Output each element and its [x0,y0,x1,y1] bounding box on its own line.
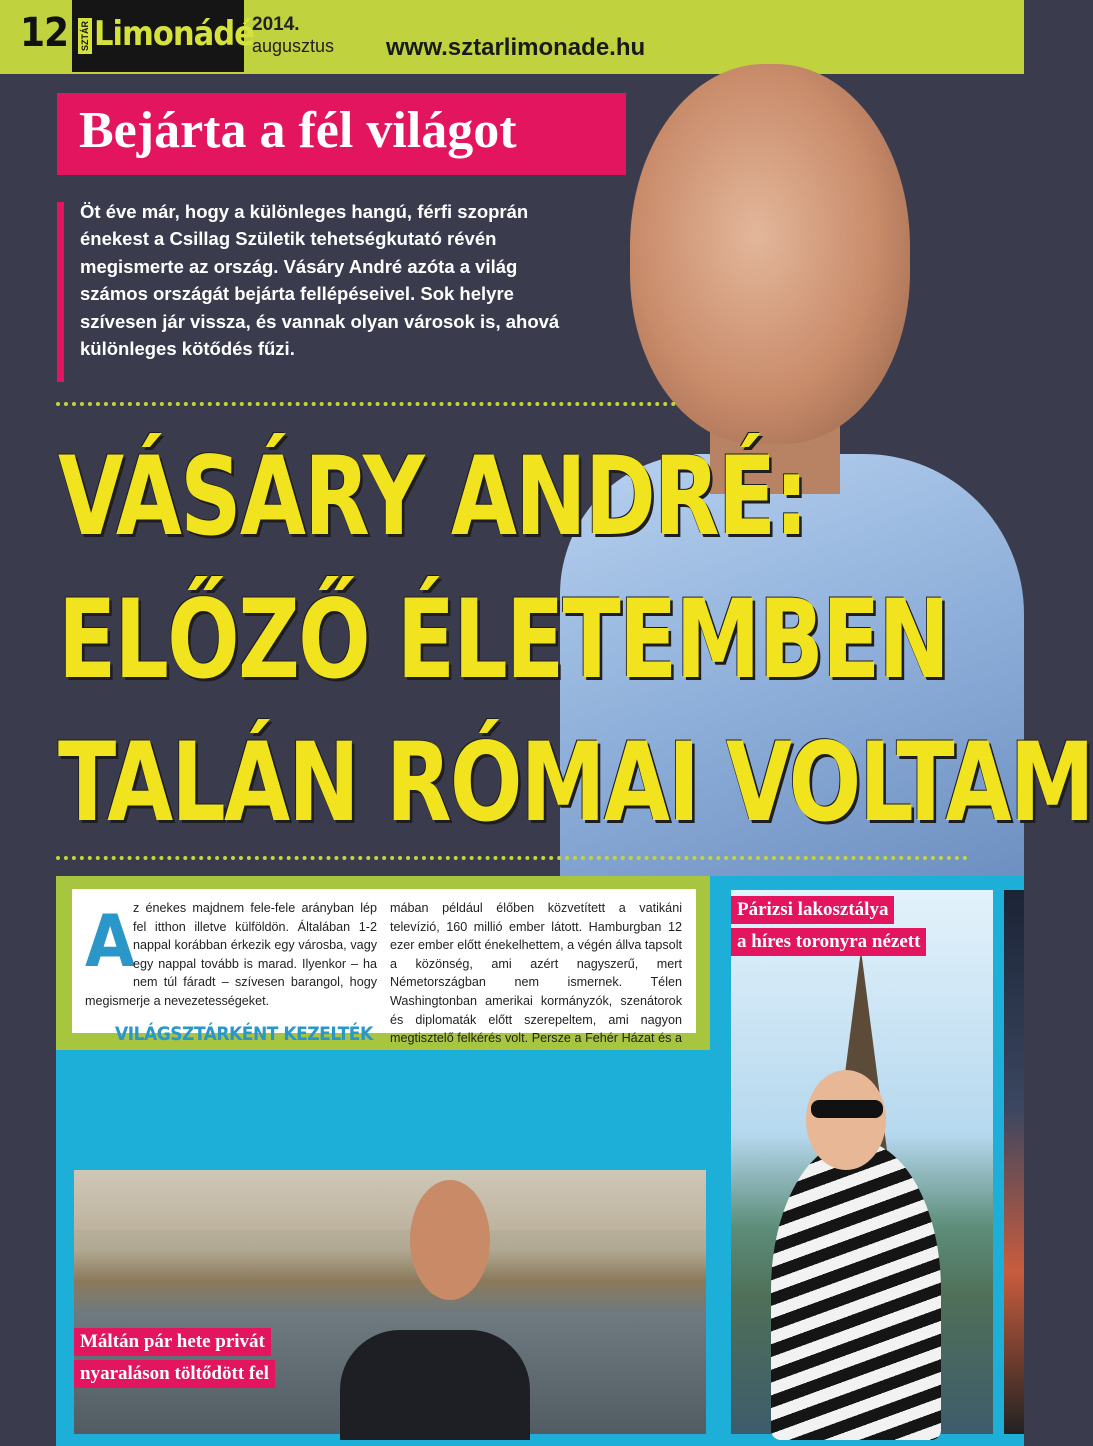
sunglasses-shape [811,1100,883,1118]
malta-person-body [340,1330,530,1440]
article-body [72,889,696,1046]
website-link[interactable]: www.sztarlimonade.hu [386,34,646,61]
issue-year: 2014. [252,14,300,35]
logo-wordmark: Limonádé [94,14,254,54]
magazine-logo[interactable] [72,0,254,72]
page-number: 12 [20,10,69,56]
malta-person-face [410,1180,490,1300]
logo-sztar-label: SZTÁR [78,18,92,54]
main-headline [58,425,1093,854]
issue-month: augusztus [252,36,335,56]
kicker-title: Bejárta a fél világot [79,102,517,159]
paris-person-shirt [771,1140,941,1440]
header-bar [0,0,1024,74]
hero-head-shape [630,64,910,444]
dotted-divider-top [56,402,676,406]
headline-line-2: ELŐZŐ ÉLETEMBEN [58,576,949,703]
body-intro: z énekes majdnem fele-fele arányban lép fel itthon illetve külföldön. Általában 1-2 nappal korábban érkezik egy városba, vagy egy nappal tovább is marad. Ilyenkor – ha nem túl fáradt – szívesen barangol, hogy megismerje a nevezetességeket. [85,901,377,1008]
article-column-2: mában például élőben közvetített a vatikáni televízió, 160 millió ember látott. Hamburgban 12 ezer ember előtt énekelhettem, a végén állva tapsolt a közönség, ami azért nagyszerű, mert Németországban nem ismernek. Télen Washingtonban amerikai kormányzók, szenátorok és diplomaták előtt szerepeltem, ami nagyon megtisztelő felkérés volt. Persze a Fehér Házat és a [390,901,682,1046]
malta-sky-shape [74,1170,706,1230]
headline-line-3: TALÁN RÓMAI VOLTAM [58,719,1093,846]
dotted-divider-bottom [56,856,968,860]
kicker-box [57,93,626,175]
malta-caption-line-1: Máltán pár hete privát [74,1328,271,1356]
malta-caption-line-2: nyaraláson töltődött fel [74,1360,275,1388]
lead-paragraph: Öt éve már, hogy a különleges hangú, férfi szoprán énekest a Csillag Születik tehetségkutató révén megismerte az ország. Vásáry André azóta a világ számos országát bejárta fellépéseivel. Sok helyre szívesen jár vissza, és vannak olyan városok is, ahová különleges kötődés fűzi. [80,201,560,360]
drop-cap: A [85,899,136,983]
paris-person-face [806,1070,886,1170]
headline-line-1: VÁSÁRY ANDRÉ: [58,433,807,560]
paris-caption-line-1: Párizsi lakosztálya [731,896,894,924]
paris-photo [731,890,993,1434]
side-photo-edge [1004,890,1024,1434]
paris-caption-line-2: a híres toronyra nézett [731,928,926,956]
subheading: VILÁGSZTÁRKÉNT KEZELTÉK [115,1022,373,1045]
lead-accent-bar [57,202,64,382]
